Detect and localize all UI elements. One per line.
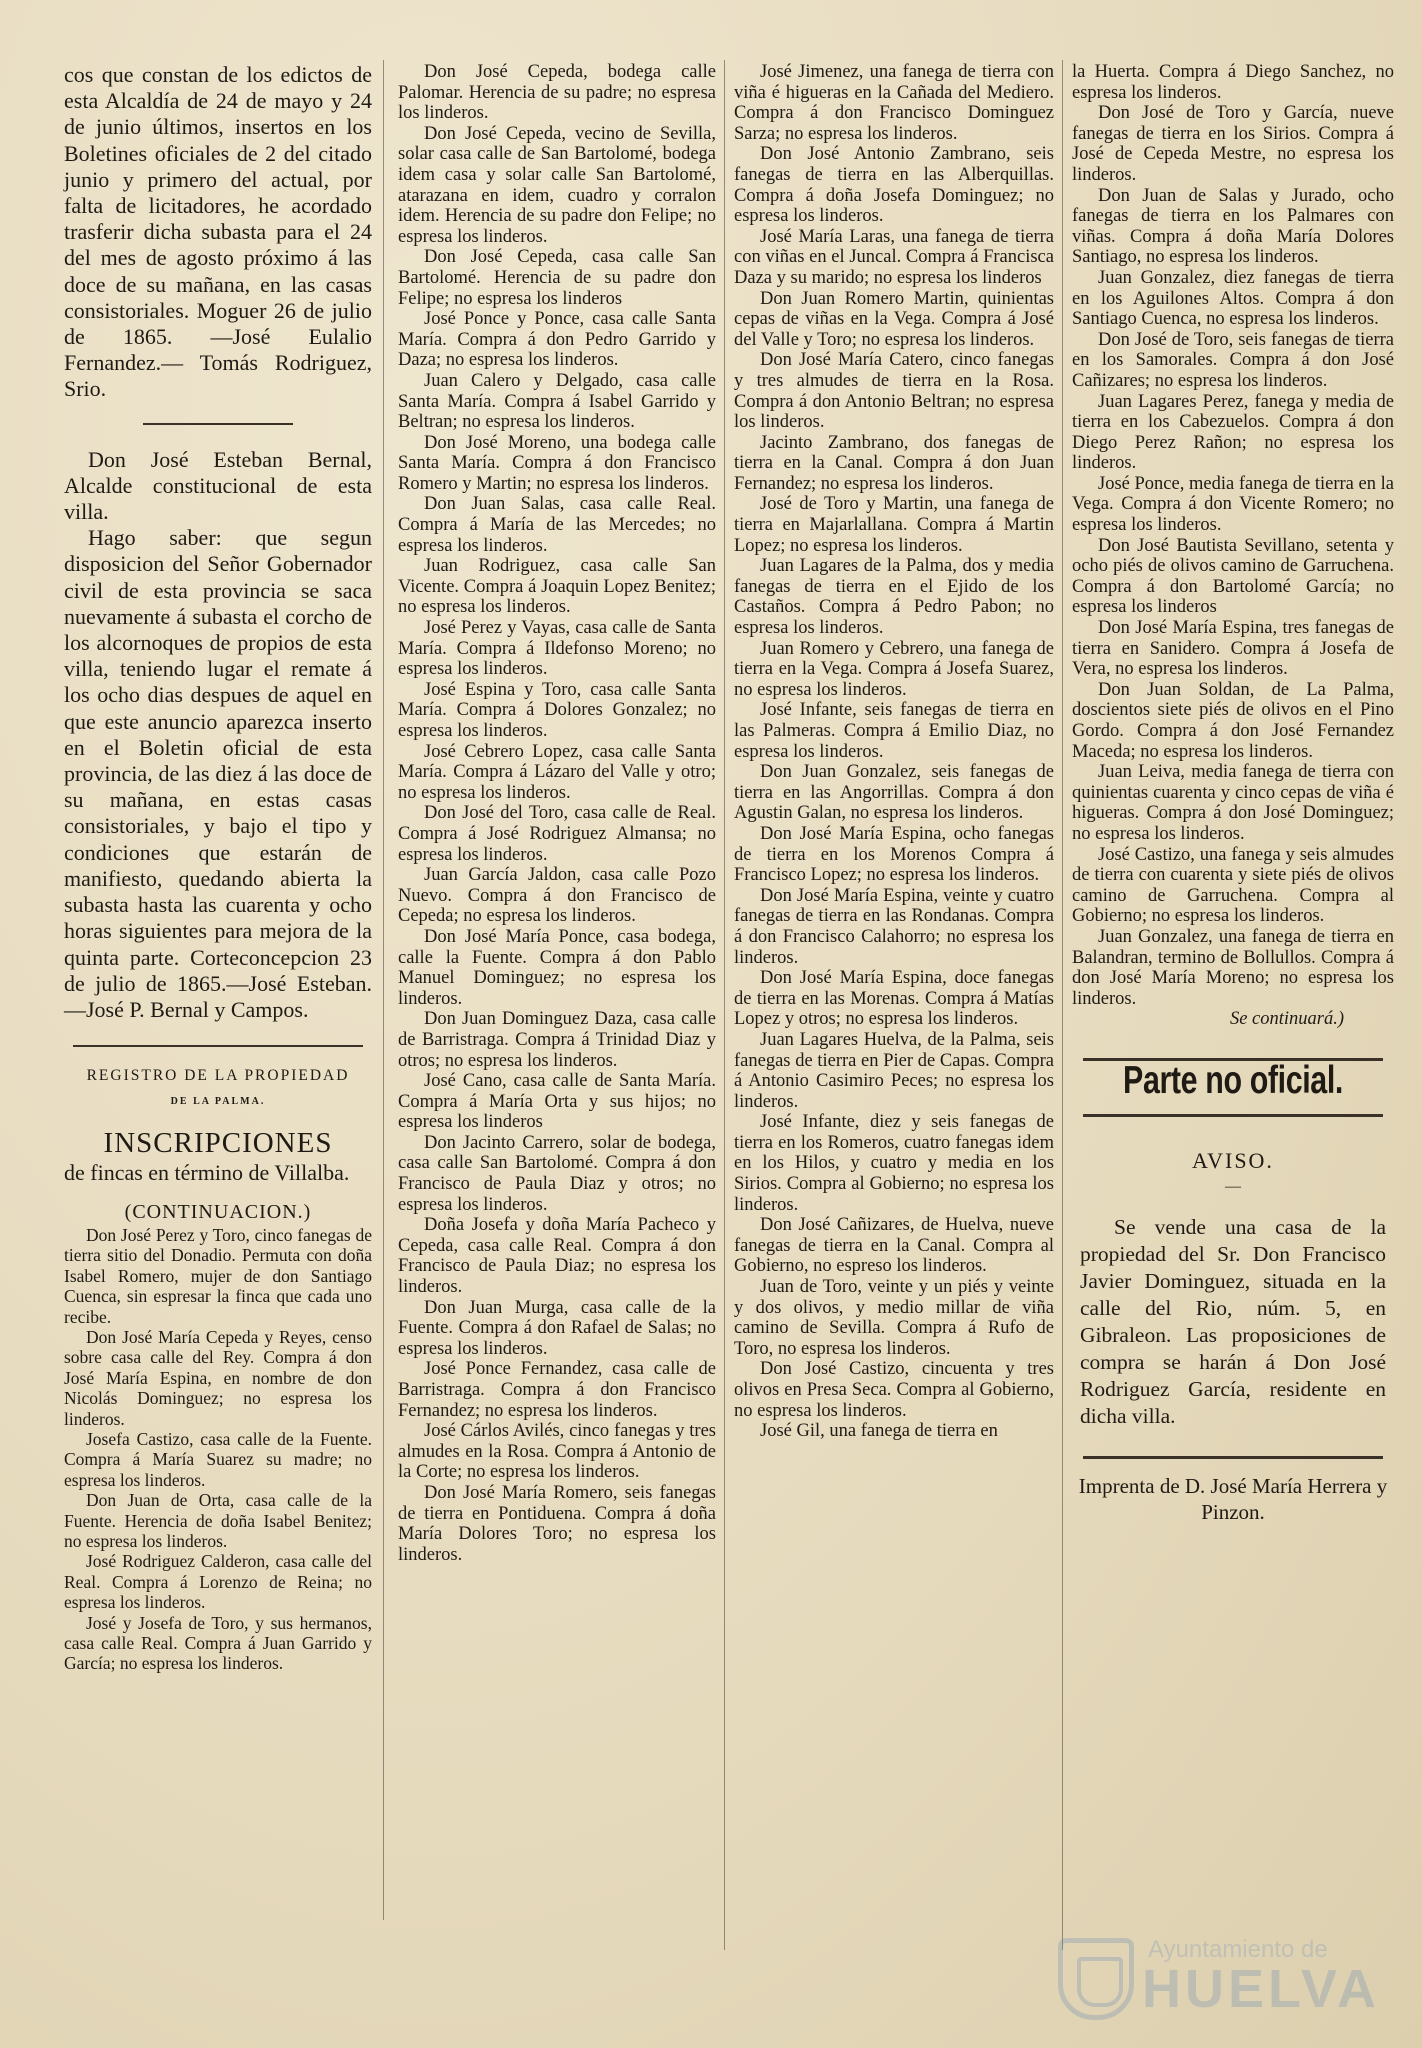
edict-continuation-paragraph: cos que constan de los edictos de esta Alcaldía de 24 de mayo y 24 de junio últimos, insertos en los Boletines oficiales de 2 del citado junio y primero del actual, por falta de licitadores, he acordado trasferir dicha subasta para el 24 del mes de agosto próximo á las doce de su mañana, en las casas consistoriales. Moguer 26 de julio de 1865. —José Eulalio Fernandez.— Tomás Rodriguez, Srio. [64, 62, 372, 402]
registry-entry: José Rodriguez Calderon, casa calle del Real. Compra á Lorenzo de Reina; no espresa los linderos. [64, 1551, 372, 1613]
registry-entry: Juan Calero y Delgado, casa calle Santa María. Compra á Isabel Garrido y Beltran; no espresa los linderos. [398, 370, 716, 433]
column-divider [383, 60, 384, 1920]
column-3 [734, 62, 1054, 1442]
shield-icon [1058, 1938, 1134, 2020]
registry-entry: José Cano, casa calle de Santa María. Compra á María Orta y sus hijos; no espresa los linderos [398, 1071, 716, 1133]
registry-entry: José Gil, una fanega de tierra en [760, 1421, 998, 1442]
registry-entry: Don Juan Romero Martin, quinientas cepas de viñas en la Vega. Compra á José del Valle y Toro; no espresa los linderos. [734, 288, 1054, 350]
registry-entry: José Jimenez, una fanega de tierra con viña é higueras en la Cañada del Mediero. Compra á don Francisco Dominguez Sarza; no espresa los linderos. [734, 62, 1054, 144]
registry-entry: Don José Cepeda, vecino de Sevilla, solar casa calle de San Bartolomé, bodega idem casa y solar calle San Bartolomé, atarazana en idem, cuadro y corralon idem. Herencia de su padre don Felipe; no espresa los linderos. [398, 123, 716, 247]
registry-entry: José Ponce y Ponce, casa calle Santa María. Compra á don Pedro Garrido y Daza; no espresa los linderos. [398, 309, 716, 371]
section-divider [1083, 1114, 1383, 1117]
section-divider [1083, 1456, 1383, 1459]
column-divider [724, 60, 725, 1950]
registry-entry: José Espina y Toro, casa calle Santa María. Compra á Dolores Gonzalez; no espresa los linderos. [398, 679, 716, 741]
announcement-heading: Don José Esteban Bernal, Alcalde constitucional de esta villa. [64, 446, 372, 525]
column-divider [1062, 60, 1063, 1950]
registry-entry: Don José Cepeda, bodega calle Palomar. Herencia de su padre; no espresa los linderos. [398, 62, 716, 124]
registry-entry: Juan García Jaldon, casa calle Pozo Nuevo. Compra á don Francisco de Cepeda; no espresa los linderos. [398, 865, 716, 927]
registry-entry: Juan Romero y Cebrero, una fanega de tierra en la Vega. Compra á Josefa Suarez, no espresa los linderos. [734, 638, 1054, 700]
inscripciones-subheading: de fincas en término de Villalba. [64, 1159, 350, 1185]
registry-entry: Don Juan Soldan, de La Palma, doscientos siete piés de olivos en el Pino Gordo. Compra á don José Fernandez Maceda; no espresa los linderos. [1072, 679, 1394, 762]
section-divider [143, 423, 293, 425]
registry-entry: Don José María Espina, ocho fanegas de tierra en los Morenos Compra á Francisco Lopez; no espresa los linderos. [734, 823, 1054, 886]
registry-entry: José Castizo, una fanega y seis almudes de tierra con cuarenta y siete piés de olivos camino de Garruchena. Compra al Gobierno; no espresa los linderos. [1072, 844, 1394, 927]
registry-entry: José de Toro y Martin, una fanega de tierra en Majarlallana. Compra á Martin Lopez; no espresa los linderos. [734, 494, 1054, 556]
imprenta-footer: Imprenta de D. José María Herrera y Pinzon. [1078, 1473, 1388, 1524]
column-2 [398, 62, 716, 1565]
registry-entry: Don José María Catero, cinco fanegas y tres almudes de tierra en la Rosa. Compra á don Antonio Beltran; no espresa los linderos. [734, 350, 1054, 433]
registry-entry: la Huerta. Compra á Diego Sanchez, no espresa los linderos. [1072, 62, 1394, 103]
registry-entry: Don José María Romero, seis fanegas de tierra en Pontiduena. Compra á doña María Dolores Toro; no espresa los linderos. [398, 1482, 716, 1565]
watermark-line-1: Ayuntamiento de [1148, 1936, 1328, 1963]
registry-entry: Don José Perez y Toro, cinco fanegas de tierra sitio del Donadio. Permuta con doña Isabel Romero, mujer de don Santiago Cuenca, sin espresar la finca que cada uno recibe. [64, 1224, 372, 1327]
registry-entry: Don José María Cepeda y Reyes, censo sobre casa calle del Rey. Compra á don José María Espina, en nombre de don Nicolás Dominguez; no espresa los linderos. [64, 1326, 372, 1429]
registry-entry: Don Juan de Orta, casa calle de la Fuente. Herencia de doña Isabel Benitez; no espresa los linderos. [64, 1490, 372, 1552]
registry-entry: Juan Gonzalez, diez fanegas de tierra en los Aguilones Altos. Compra á don Santiago Cuenca, no espresa los linderos. [1072, 267, 1394, 330]
continuara-note: Se continuará.) [1229, 1009, 1344, 1030]
registry-entry: José Perez y Vayas, casa calle de Santa María. Compra á Ildefonso Moreno; no espresa los linderos. [398, 618, 716, 680]
registry-entry: Don José María Espina, tres fanegas de tierra en Sanidero. Compra á Josefa de Vera, no espresa los linderos. [1072, 618, 1394, 680]
column-1 [64, 62, 372, 1674]
registry-entry: Josefa Castizo, casa calle de la Fuente. Compra á María Suarez su madre; no espresa los linderos. [64, 1428, 372, 1490]
registry-entry: Don José Antonio Zambrano, seis fanegas de tierra en las Alberquillas. Compra á doña Josefa Dominguez; no espresa los linderos. [734, 144, 1054, 227]
registry-entry: Doña Josefa y doña María Pacheco y Cepeda, casa calle Real. Compra á don Francisco de Paula Diaz; no espresa los linderos. [398, 1215, 716, 1298]
registry-entry: Juan Gonzalez, una fanega de tierra en Balandran, termino de Bollullos. Compra á don José María Moreno; no espresa los linderos. [1072, 926, 1394, 1009]
aviso-text: Se vende una casa de la propiedad del Sr. Don Francisco Javier Dominguez, situada en la calle del Rio, núm. 5, en Gibraleon. Las proposiciones de compra se harán á Don José Rodriguez García, residente en dicha villa. [1080, 1214, 1386, 1428]
registry-entry: Juan Leiva, media fanega de tierra con quinientas cuarenta y cinco cepas de viña é higueras. Compra á don José Dominguez; no espresa los linderos. [1072, 762, 1394, 844]
aviso-dash: — [1225, 1178, 1241, 1196]
registry-entry: Don Juan de Salas y Jurado, ocho fanegas de tierra en los Palmares con viñas. Compra á doña María Dolores Santiago, no espresa los linderos. [1072, 185, 1394, 268]
announcement-body: Hago saber: que segun disposicion del Señor Gobernador civil de esta provincia se saca nuevamente á subasta el corcho de los alcornoques de propios de esta villa, teniendo lugar el remate á los ocho dias despues de aquel en que este anuncio aparezca inserto en el Boletin oficial de esta provincia, de las diez á las doce de su mañana, en estas casas consistoriales, y bajo el tipo y condiciones que estarán de manifiesto, quedando abierta la subasta hasta las cuarenta y ocho horas siguientes para mejora de la quinta parte. Corteconcepcion 23 de julio de 1865.—José Esteban.—José P. Bernal y Campos. [64, 525, 372, 1022]
registry-entry: Don José María Espina, veinte y cuatro fanegas de tierra en las Rondanas. Compra á don Francisco Calahorro; no espresa los linderos. [734, 885, 1054, 968]
registry-entry: José Ponce, media fanega de tierra en la Vega. Compra á don Vicente Romero; no espresa los linderos. [1072, 473, 1394, 536]
registry-entry: José Cárlos Avilés, cinco fanegas y tres almudes en la Rosa. Compra á Antonio de la Corte; no espresa los linderos. [398, 1421, 716, 1483]
aviso-heading: AVISO. [1192, 1147, 1274, 1173]
registry-entry: Juan Lagares de la Palma, dos y media fanegas de tierra en el Ejido de los Castaños. Compra á Pedro Pabon; no espresa los linderos. [734, 556, 1054, 639]
registry-entry: José Cebrero Lopez, casa calle Santa María. Compra á Lázaro del Valle y otro; no espresa los linderos. [398, 741, 716, 803]
registry-entry: Juan Lagares Huelva, de la Palma, seis fanegas de tierra en Pier de Capas. Compra á Antonio Casimiro Peces; no espresa los linderos. [734, 1029, 1054, 1112]
registry-entry: Jacinto Zambrano, dos fanegas de tierra en la Canal. Compra á don Juan Fernandez; no espresa los linderos. [734, 432, 1054, 494]
section-divider [73, 1045, 363, 1047]
parte-no-oficial-heading: Parte no oficial. [1123, 1058, 1343, 1102]
registry-entry: Don José Bautista Sevillano, setenta y ocho piés de olivos camino de Garruchena. Compra á don Bartolomé García; no espresa los linderos [1072, 535, 1394, 618]
registry-entry: Juan de Toro, veinte y un piés y veinte y dos olivos, y medio millar de viña camino de Sevilla. Compra á Rufo de Toro, no espresa los linderos. [734, 1277, 1054, 1359]
archive-watermark [1046, 1932, 1406, 2024]
inscripciones-heading: INSCRIPCIONES [103, 1126, 333, 1159]
registry-entry: José María Laras, una fanega de tierra con viñas en el Juncal. Compra á Francisca Daza y su marido; no espresa los linderos [734, 226, 1054, 288]
registry-entry: Juan Rodriguez, casa calle San Vicente. Compra á Joaquin Lopez Benitez; no espresa los linderos. [398, 556, 716, 618]
watermark-line-2: HUELVA [1142, 1959, 1380, 2019]
registry-entry: Don José María Espina, doce fanegas de tierra en las Morenas. Compra á Matías Lopez y otros; no espresa los linderos. [734, 968, 1054, 1030]
registry-entry: Don Jacinto Carrero, solar de bodega, casa calle San Bartolomé. Compra á don Francisco de Paula Diaz y otros; no espresa los linderos. [398, 1132, 716, 1215]
registry-entries [64, 1225, 372, 1674]
registro-subheading: DE LA PALMA. [170, 1096, 266, 1108]
registry-entry: José y Josefa de Toro, y sus hermanos, casa calle Real. Compra á Juan Garrido y García; no espresa los linderos. [64, 1612, 372, 1674]
registry-entry: Don José de Toro y García, nueve fanegas de tierra en los Sirios. Compra á José de Cepeda Mestre, no espresa los linderos. [1072, 103, 1394, 185]
registry-entry: Don José de Toro, seis fanegas de tierra en los Samorales. Compra á don José Cañizares; no espresa los linderos. [1072, 329, 1394, 391]
registry-entry: José Infante, diez y seis fanegas de tierra en los Romeros, cuatro fanegas idem en los Hilos, y cuatro y media en los Sirios. Compra al Gobierno; no espresa los linderos. [734, 1112, 1054, 1215]
registry-entry: Juan Lagares Perez, fanega y media de tierra en los Cabezuelos. Compra á don Diego Perez Rañon; no espresa los linderos. [1072, 391, 1394, 474]
registry-entry: José Ponce Fernandez, casa calle de Barristraga. Compra á don Francisco Fernandez; no espresa los linderos. [398, 1359, 716, 1421]
registro-heading: REGISTRO DE LA PROPIEDAD [86, 1067, 350, 1085]
registry-entry: Don Juan Gonzalez, seis fanegas de tierra en las Angorrillas. Compra á don Agustin Galan, no espresa los linderos. [734, 762, 1054, 824]
registry-entry: Don José Castizo, cincuenta y tres olivos en Presa Seca. Compra al Gobierno, no espresa los linderos. [734, 1359, 1054, 1421]
column-4 [1072, 62, 1394, 1525]
registry-entry: Don Juan Dominguez Daza, casa calle de Barristraga. Compra á Trinidad Diaz y otros; no espresa los linderos. [398, 1009, 716, 1071]
registry-entry: José Infante, seis fanegas de tierra en las Palmeras. Compra á Emilio Diaz, no espresa los linderos. [734, 700, 1054, 762]
registry-entry: Don Juan Salas, casa calle Real. Compra á María de las Mercedes; no espresa los linderos. [398, 494, 716, 556]
registry-entry: Don José María Ponce, casa bodega, calle la Fuente. Compra á don Pablo Manuel Dominguez; no espresa los linderos. [398, 926, 716, 1009]
registry-entry: Don José Cepeda, casa calle San Bartolomé. Herencia de su padre don Felipe; no espresa los linderos [398, 247, 716, 309]
registry-entry: Don José Moreno, una bodega calle Santa María. Compra á don Francisco Romero y Martin; no espresa los linderos. [398, 432, 716, 494]
registry-entry: Don José del Toro, casa calle de Real. Compra á José Rodriguez Almansa; no espresa los linderos. [398, 803, 716, 865]
registry-entry: Don José Cañizares, de Huelva, nueve fanegas de tierra en la Canal. Compra al Gobierno, no espreso los linderos. [734, 1215, 1054, 1277]
continuacion-label: (CONTINUACION.) [124, 1200, 312, 1223]
registry-entry: Don Juan Murga, casa calle de la Fuente. Compra á don Rafael de Salas; no espresa los linderos. [398, 1297, 716, 1359]
